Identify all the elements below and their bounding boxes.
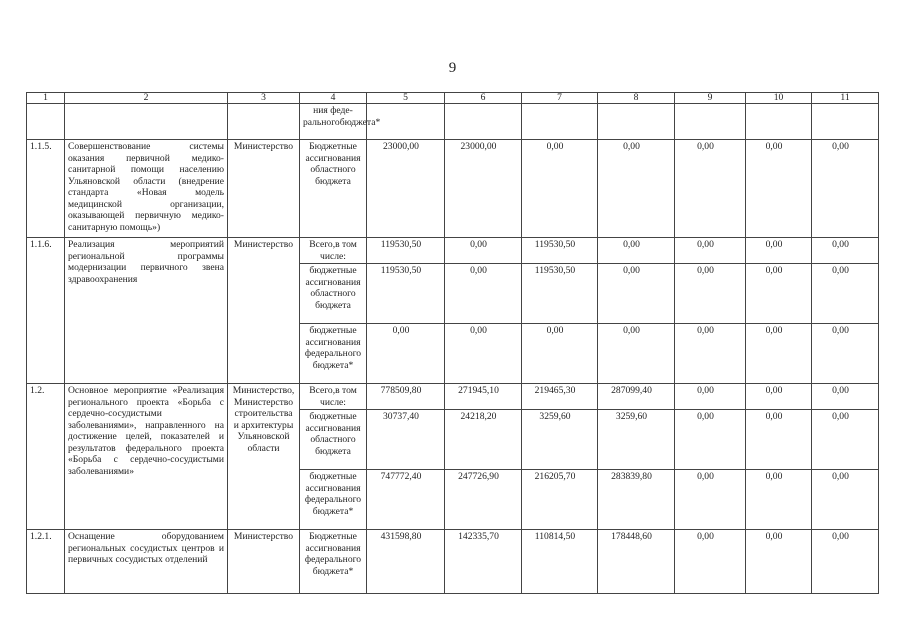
header-cell: 6 (445, 93, 522, 104)
budget-table (26, 92, 879, 594)
row-number: 1.1.6. (27, 238, 65, 384)
value-cell: 0,00 (675, 264, 746, 324)
value-cell: 0,00 (746, 264, 812, 324)
event-name: Оснащение оборудованием региональных сосудистых центров и первичных сосудистых отделений (65, 530, 228, 594)
header-cell: 1 (27, 93, 65, 104)
executor: Министерство (228, 238, 300, 384)
value-cell: 431598,80 (367, 530, 445, 594)
source-cell: Бюджетные ассигнования федерального бюджета* (300, 530, 367, 594)
value-cell: 0,00 (445, 324, 522, 384)
executor: Министерство (228, 530, 300, 594)
value-cell: 0,00 (675, 140, 746, 238)
executor: Министерство (228, 140, 300, 238)
source-cell: ния феде-ральногобюджета* (300, 104, 367, 140)
value-cell: 0,00 (675, 470, 746, 530)
value-cell: 110814,50 (522, 530, 598, 594)
header-cell: 5 (367, 93, 445, 104)
value-cell: 119530,50 (522, 264, 598, 324)
value-cell: 0,00 (812, 140, 879, 238)
value-cell: 0,00 (812, 530, 879, 594)
header-cell: 10 (746, 93, 812, 104)
value-cell: 0,00 (746, 140, 812, 238)
value-cell: 0,00 (445, 238, 522, 264)
value-cell: 287099,40 (598, 384, 675, 410)
value-cell: 0,00 (522, 324, 598, 384)
value-cell: 0,00 (367, 324, 445, 384)
value-cell: 0,00 (746, 410, 812, 470)
row-number: 1.2. (27, 384, 65, 530)
value-cell: 0,00 (675, 530, 746, 594)
row-number: 1.2.1. (27, 530, 65, 594)
value-cell: 0,00 (746, 324, 812, 384)
header-cell: 4 (300, 93, 367, 104)
value-cell: 0,00 (812, 470, 879, 530)
value-cell: 0,00 (812, 324, 879, 384)
event-name: Совершенствование системы оказания первичной медико-санитарной помощи населению Ульяновской области (внедрение стандарта «Новая модель медицинской организации, оказывающей первичную медико-санитарную помощь») (65, 140, 228, 238)
table-row (27, 140, 879, 238)
value-cell: 0,00 (522, 140, 598, 238)
value-cell: 247726,90 (445, 470, 522, 530)
header-cell: 7 (522, 93, 598, 104)
value-cell: 219465,30 (522, 384, 598, 410)
value-cell: 283839,80 (598, 470, 675, 530)
table-row (27, 238, 879, 264)
table-row (27, 384, 879, 410)
value-cell: 119530,50 (522, 238, 598, 264)
value-cell: 0,00 (675, 384, 746, 410)
header-cell: 3 (228, 93, 300, 104)
source-cell: бюджетные ассигнования федерального бюджета* (300, 470, 367, 530)
value-cell: 0,00 (746, 530, 812, 594)
header-cell: 11 (812, 93, 879, 104)
value-cell: 30737,40 (367, 410, 445, 470)
value-cell: 0,00 (675, 324, 746, 384)
value-cell: 216205,70 (522, 470, 598, 530)
value-cell: 3259,60 (522, 410, 598, 470)
value-cell: 0,00 (812, 238, 879, 264)
source-cell: бюджетные ассигнования федерального бюджета* (300, 324, 367, 384)
source-cell: бюджетные ассигнования областного бюджета (300, 264, 367, 324)
value-cell: 0,00 (445, 264, 522, 324)
value-cell: 23000,00 (367, 140, 445, 238)
value-cell: 3259,60 (598, 410, 675, 470)
value-cell: 0,00 (812, 264, 879, 324)
source-cell: Бюджетные ассигнования областного бюджета (300, 140, 367, 238)
source-cell: бюджетные ассигнования областного бюджета (300, 410, 367, 470)
value-cell: 0,00 (598, 238, 675, 264)
source-cell: Всего,в том числе: (300, 384, 367, 410)
source-cell: Всего,в том числе: (300, 238, 367, 264)
row-number: 1.1.5. (27, 140, 65, 238)
value-cell: 747772,40 (367, 470, 445, 530)
executor: Министерство, Министерство строительства и архитектуры Ульяновской области (228, 384, 300, 530)
value-cell: 0,00 (812, 384, 879, 410)
table-row (27, 104, 879, 140)
value-cell: 0,00 (675, 238, 746, 264)
value-cell: 142335,70 (445, 530, 522, 594)
value-cell: 178448,60 (598, 530, 675, 594)
value-cell: 0,00 (746, 384, 812, 410)
value-cell: 0,00 (598, 324, 675, 384)
value-cell: 24218,20 (445, 410, 522, 470)
value-cell: 0,00 (598, 264, 675, 324)
header-cell: 2 (65, 93, 228, 104)
table-row (27, 530, 879, 594)
event-name: Реализация мероприятий региональной программы модернизации первичного звена здравоохранения (65, 238, 228, 384)
header-cell: 9 (675, 93, 746, 104)
header-row (27, 93, 879, 104)
value-cell: 119530,50 (367, 238, 445, 264)
value-cell: 0,00 (812, 410, 879, 470)
page-number: 9 (448, 60, 457, 76)
value-cell: 271945,10 (445, 384, 522, 410)
value-cell: 0,00 (675, 410, 746, 470)
value-cell: 778509,80 (367, 384, 445, 410)
value-cell: 0,00 (598, 140, 675, 238)
value-cell: 23000,00 (445, 140, 522, 238)
header-cell: 8 (598, 93, 675, 104)
event-name: Основное мероприятие «Реализация регионального проекта «Борьба с сердечно-сосудистыми заболеваниями», направленного на достижение целей, показателей и результатов федерального проекта «Борьба с сердечно-сосудистыми заболеваниями» (65, 384, 228, 530)
value-cell: 0,00 (746, 470, 812, 530)
value-cell: 119530,50 (367, 264, 445, 324)
value-cell: 0,00 (746, 238, 812, 264)
